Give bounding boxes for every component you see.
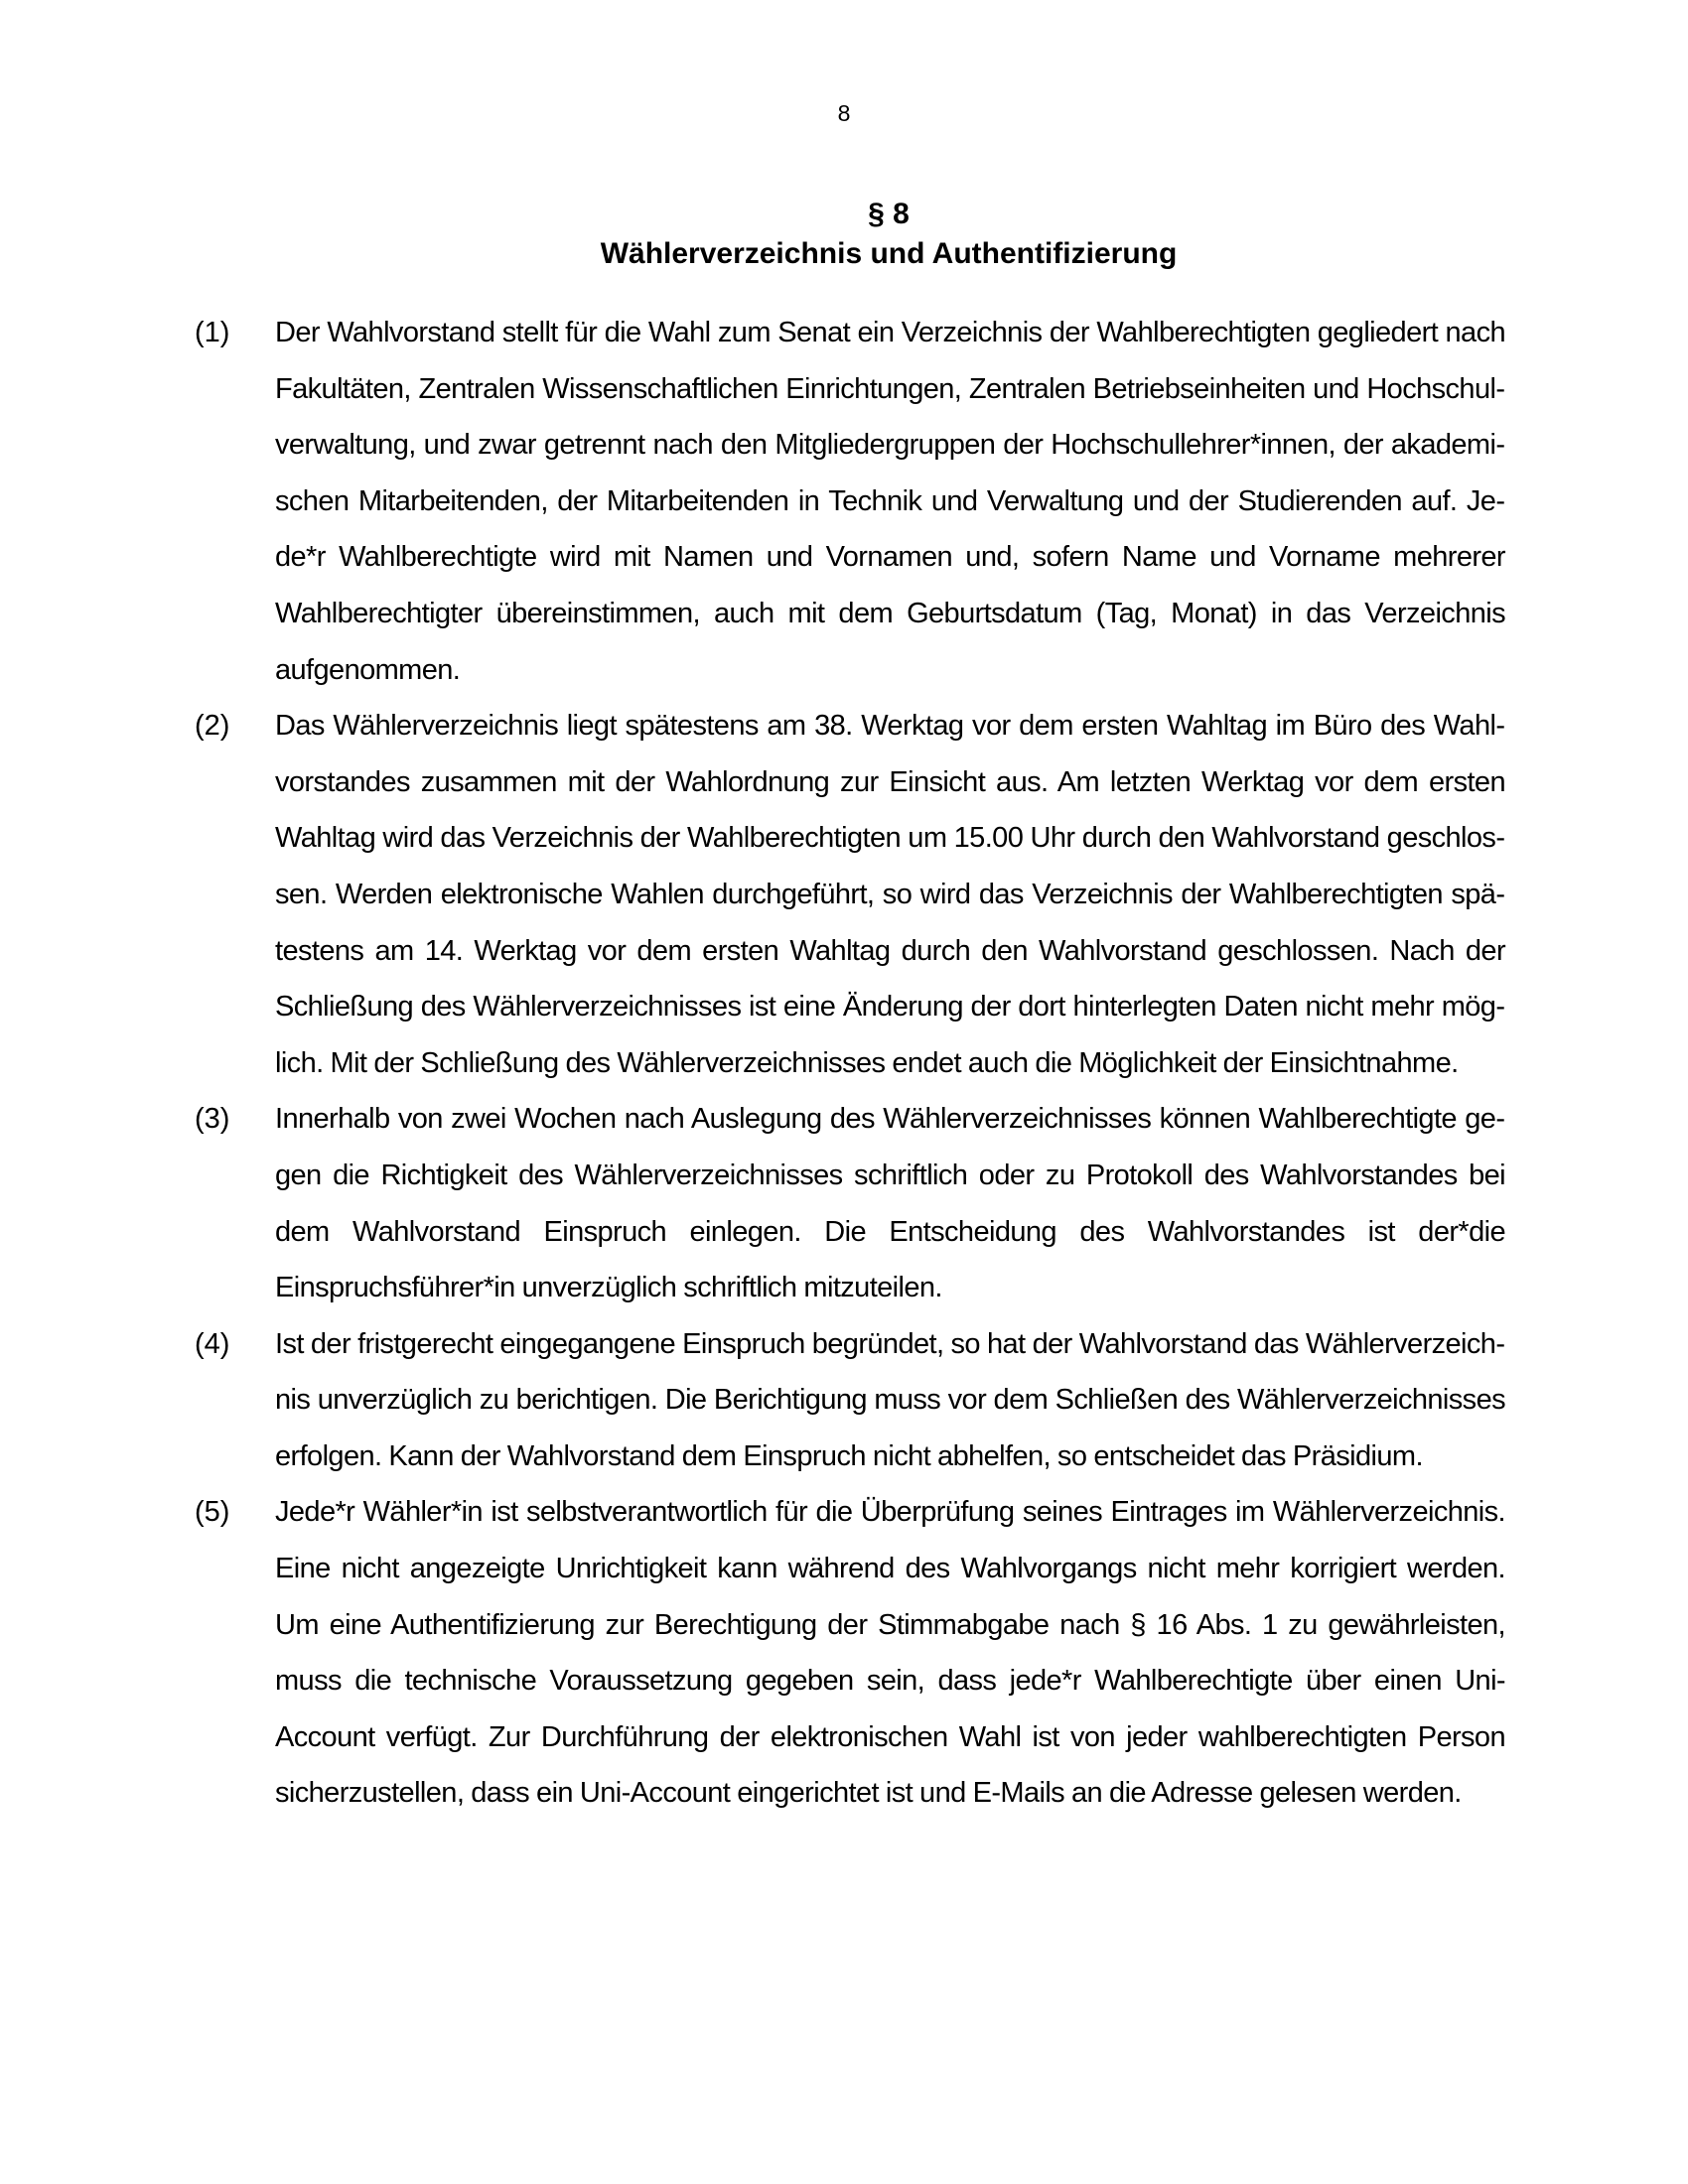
paragraph-3 [195,1091,1505,1315]
paragraph-5 [195,1484,1505,1822]
paragraph-text: Innerhalb von zwei Wochen nach Auslegung des Wählerverzeichnisses können Wahlberechtigte gegen die Richtigkeit des Wählerverzeichnisses schriftlich oder zu Protokoll des Wahlvorstandes bei dem Wahlvorstand Einspruch einlegen. Die Entscheidung des Wahlvorstandes ist der*die Einspruchsführer*in unverzüglich schriftlich mitzuteilen. [275,1103,1505,1304]
paragraph-list [195,305,1505,1822]
page-number: 8 [837,100,851,126]
paragraph-number: (5) [195,1496,230,1529]
paragraph-number: (3) [195,1103,230,1136]
paragraph-number: (1) [195,317,230,348]
paragraph-4 [195,1316,1505,1485]
paragraph-1 [195,305,1505,698]
paragraph-number: (4) [195,1327,230,1360]
section-title: Wählerverzeichnis und Authentifizierung [600,237,1178,270]
paragraph-text: Jede*r Wähler*in ist selbstverantwortlich für die Überprüfung seines Eintrages im Wählerverzeichnis. Eine nicht angezeigte Unrichtigkeit kann während des Wahlvorgangs nicht mehr korrigiert werden. Um eine Authentifizierung zur Berechtigung der Stimmabgabe nach § 16 Abs. 1 zu gewährleisten, muss die technische Voraussetzung gegeben sein, dass jede*r Wahlberechtigte über einen Uni-Account verfügt. Zur Durchführung der elektronischen Wahl ist von jeder wahlberechtigten Person sicherzustellen, dass ein Uni-Account eingerichtet ist und E-Mails an die Adresse gelesen werden. [275,1496,1505,1810]
paragraph-text: Der Wahlvorstand stellt für die Wahl zum Senat ein Verzeichnis der Wahlberechtigten gegliedert nach Fakultäten, Zentralen Wissenschaftlichen Einrichtungen, Zentralen Betriebseinheiten und Hochschulverwaltung, und zwar getrennt nach den Mitgliedergruppen der Hochschullehrer*innen, der akademischen Mitarbeitenden, der Mitarbeitenden in Technik und Verwaltung und der Studierenden auf. Jede*r Wahlberechtigte wird mit Namen und Vornamen und, sofern Name und Vorname mehrerer Wahlberechtigter übereinstimmen, auch mit dem Geburtsdatum (Tag, Monat) in das Verzeichnis aufgenommen. [275,317,1505,686]
section-symbol: § 8 [868,198,910,230]
section-heading [272,195,1505,274]
paragraph-text: Ist der fristgerecht eingegangene Einspruch begründet, so hat der Wahlvorstand das Wählerverzeichnis unverzüglich zu berichtigen. Die Berichtigung muss vor dem Schließen des Wählerverzeichnisses erfolgen. Kann der Wahlvorstand dem Einspruch nicht abhelfen, so entscheidet das Präsidium. [275,1327,1505,1472]
paragraph-text: Das Wählerverzeichnis liegt spätestens am 38. Werktag vor dem ersten Wahltag im Büro des Wahlvorstandes zusammen mit der Wahlordnung zur Einsicht aus. Am letzten Werktag vor dem ersten Wahltag wird das Verzeichnis der Wahlberechtigten um 15.00 Uhr durch den Wahlvorstand geschlossen. Werden elektronische Wahlen durchgeführt, so wird das Verzeichnis der Wahlberechtigten spätestens am 14. Werktag vor dem ersten Wahltag durch den Wahlvorstand geschlossen. Nach der Schließung des Wählerverzeichnisses ist eine Änderung der dort hinterlegten Daten nicht mehr möglich. Mit der Schließung des Wählerverzeichnisses endet auch die Möglichkeit der Einsichtnahme. [275,710,1505,1079]
paragraph-number: (2) [195,710,230,743]
paragraph-2 [195,698,1505,1091]
